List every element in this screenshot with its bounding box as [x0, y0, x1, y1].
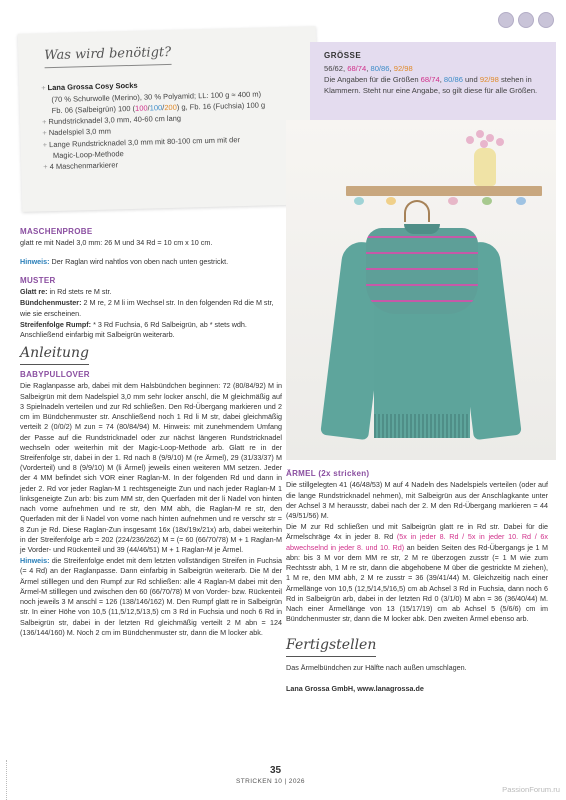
finishing-title: Fertigstellen — [286, 636, 376, 657]
pattern-label: Glatt re: — [20, 287, 48, 297]
pattern-text: 2 M re, 2 M li im Wechsel str. In den folgenden Rd die M str, wie sie erscheinen. — [20, 298, 274, 318]
requirements-card — [18, 26, 321, 212]
size-note-orange: 92/98 — [479, 74, 499, 84]
size-note-pink: 68/74 — [420, 74, 440, 84]
size-value-blue: 80/86 — [370, 63, 390, 73]
size-note-text: , — [439, 74, 444, 84]
yarn-amount-sep: / — [162, 103, 165, 113]
size-note-text: Die Angaben für die Größen — [324, 74, 421, 84]
instructions-subtitle: BABYPULLOVER — [20, 370, 90, 380]
size-title: GRÖSSE — [324, 51, 362, 60]
requirements-list — [41, 76, 303, 173]
size-note — [324, 74, 542, 96]
pattern-text: * 3 Rd Fuchsia, 6 Rd Salbeigrün, ab * stets wdh. Anschließend einfarbig mit Salbeigrün weiterarb. — [20, 319, 247, 340]
yarn-ball-icon — [518, 12, 534, 28]
yarn-name: Lana Grossa Cosy Socks — [47, 81, 138, 93]
size-note-text: und — [462, 74, 480, 84]
needle-text: Lange Rundstricknadel 3,0 mm mit 80-100 cm um mit der — [48, 134, 241, 149]
instructions-para: Die Raglanpasse arb, dabei mit dem Halsbündchen beginnen: 72 (80/84/92) M in Salbeigrün mit dem Nadelspiel 3,0 mm sehr locker anschl, die M gleichmäßig auf 3 Spielnadeln verteilen und zur Rd schließen. Den Rd-Übergang markieren und 2 cm im Bündchenmuster str. Anschließend noch 1 Rd li M str, dabei gleichmäßig verteilt 2 (0/0/2) M zun = 74 (80/84/94) M. Hinweis: mit zunehmendem Umfang der Passe auf die Rundstricknadel oder zur nächst längeren Rundstricknadel wechseln oder weiterhin mit der Magic-Loop-Methode arb. Glatt re in der Streifenfolge str, dabei in der 1. Rd nach 8 (9/9/10) M (re Ärmel), 29 (31/33/37) M (Vorderteil) und 8 (9/9/10) M (li Ärmel) jeweils einen weiteren MM setzen. Jeder der 4 MM befindet sich VOR einer Raglan-M. In der folgenden Rd und dann in jeder 2. Rd vor jeder Raglan-M 1 rechtsgeneigte Zun und nach jeder Raglan-M 1 linksgeneigte Zun arb: bis zum MM str, den Querfaden mit der li Nadel von hinten nach vorne aufnehmen und re str, den MM abh, die Raglan-M re str, den Querfaden mit der li Nadel von vorne nach hinten aufnehmen und re verschr str = 8 Zun je Rd. Diese Raglan-Zun insgesamt 16x (18x/19x/21x) arb, dabei weiterhin in der Streifenfolge arb = 202 (224/236/262) M = (= 60 (66/70/78) M + 1 Raglan-M je Vorder- und Rückenteil und 39 (44/46/51) M + 1 Raglan-M je Ärmel. — [20, 381, 282, 554]
yarn-amount-sep: / — [147, 103, 150, 113]
size-value-orange: 92/98 — [393, 63, 413, 73]
instructions-title: Anleitung — [20, 344, 89, 365]
yarn-amount-blue: 100 — [149, 103, 163, 113]
list-item — [41, 76, 302, 117]
size-sep: , — [366, 63, 371, 73]
peg-icon — [354, 197, 364, 205]
size-sep: , — [389, 63, 394, 73]
sweater-illustration — [326, 220, 516, 442]
sleeves-text-pink: (5x in jeder 8. Rd / 5x in jeder 10. Rd / 6x abwechselnd in jeder 8. und 10. Rd) — [286, 532, 549, 552]
yarn-ball-icon — [498, 12, 514, 28]
pattern-label: Streifenfolge Rumpf: — [20, 319, 92, 329]
yarn-composition: (70 % Schurwolle (Merino), 30 % Polyamid; LL: 100 g ≈ 400 m) — [51, 89, 262, 104]
sleeves-heading: ÄRMEL (2x stricken) — [286, 469, 370, 478]
yarn-icons — [498, 12, 554, 28]
pattern-line — [20, 298, 282, 318]
yarn-amount-orange: 200 — [164, 102, 177, 113]
page-number: 35 — [270, 765, 282, 776]
instructions-para — [20, 556, 282, 638]
size-value: 56/62, — [324, 63, 348, 73]
credit-text: Lana Grossa GmbH, www.lanagrossa.de — [286, 683, 424, 693]
hint-text: Der Raglan wird nahtlos von oben nach unten gestrickt. — [49, 256, 229, 266]
pattern-text: in Rd stets re M str. — [47, 287, 112, 297]
instructions-text: die Streifenfolge endet mit dem letzten vollständigen Streifen in Fuchsia (= 4 Rd) an der Raglanpasse. Dann einfarbig in Salbeigrün weiterarb. Die M der Ärmel stilllegen und den Rumpf zur Rd schließen: alle 4 Raglan-M dabei mit den Ärmel-M stilllegen und zwischen den 60 (66/70/78) M von Vorder- bzw. Rückenteil noch jeweils 3 M anschl = 126 (138/146/162) M. Den Rumpf glatt re in Salbeigrün str. In einer Höhe von 10,5 (11,5/12,5/13,5) cm 3 Rd in Fuchsia und noch 6 Rd in Salbeigrün str, dabei in der letzten Rd gleichmäßig verteilt 2 M abn = 124 (136/144/160) M. Noch 2 cm im Bündchenmuster str, dann die M locker abk. — [20, 556, 282, 637]
hanger-icon — [404, 200, 430, 222]
sleeves-text: an beiden Seiten des Rd-Übergangs je 1 M abn: bis 3 M vor dem MM re str, 2 M re überzogen zusstr (= 1 M wie zum Rechtsstr abh, 1 M re str, dann die abgehobene M über die gestrickte M ziehen), 1 M re, den MM abh, 2 M re zusstr = 36 (39/41/44) M. Gleichzeitig nach einer Ärmellänge von 10,5 (12,5/14,5/16,5) cm ab Achsel 3 Rd in Fuchsia, dann noch 6 Rd in Salbeigrün arb, dabei in der letzten Rd 0 (3/1/0) M abn = 36 (36/40/44) M. Nach einer Ärmellänge von 13 (15/17/19) cm ab Achsel 5 (5/6/6) cm im Bündchenmuster str, dann die M locker abk. Den zweiten Ärmel ebenso arb. — [286, 542, 548, 624]
sleeves-para: Die stillgelegten 41 (46/48/53) M auf 4 Nadeln des Nadelspiels verteilen (oder auf die lange Rundstricknadel nehmen), mit Salbeigrün aus der Anschlagkante unter der Achsel 3 M herausstr, dabei nach der 2. M den Rd-Übergang markieren = 44 (49/51/56) M. — [286, 480, 548, 521]
yarn-amount-text: ) g, Fb. 16 (Fuchsia) 100 g — [176, 100, 266, 112]
hint-label: Hinweis: — [20, 256, 50, 266]
finishing-text: Das Ärmelbündchen zur Hälfte nach außen umschlagen. — [286, 663, 467, 673]
list-item: + Nadelspiel 3,0 mm — [42, 121, 302, 139]
size-list — [324, 63, 542, 74]
yarn-amount-pink: 100 — [134, 103, 148, 113]
watermark: PassionForum.ru — [502, 785, 560, 795]
right-column — [286, 468, 548, 694]
gauge-text: glatt re mit Nadel 3,0 mm: 26 M und 34 Rd = 10 cm x 10 cm. — [20, 238, 213, 248]
left-column — [20, 218, 282, 638]
size-note-text: stehen in Klammern. Steht nur eine Angabe, so gilt diese für alle Größen. — [324, 74, 538, 95]
pattern-line — [20, 320, 282, 340]
sleeves-para — [286, 522, 548, 624]
list-item: + 4 Maschenmarkierer — [43, 155, 303, 173]
gauge-hint — [20, 257, 282, 267]
yarn-ball-icon — [538, 12, 554, 28]
shelf-illustration — [346, 186, 542, 196]
decorative-line — [6, 760, 46, 800]
vase-illustration — [474, 148, 496, 186]
pattern-label: Bündchenmuster: — [20, 298, 82, 308]
sweater-photo — [286, 120, 556, 460]
peg-icon — [448, 197, 458, 205]
issue-label: STRICKEN 10 | 2026 — [236, 778, 305, 785]
pattern-heading: MUSTER — [20, 275, 56, 285]
peg-icon — [386, 197, 396, 205]
peg-icon — [482, 197, 492, 205]
needle-text-cont: Magic-Loop-Methode — [52, 149, 124, 161]
peg-icon — [516, 197, 526, 205]
sleeves-text: Die M zur Rd schließen und mit Salbeigrün glatt re in Rd str. Dabei für die Ärmelschräge 4x in jeder 8. Rd — [286, 522, 548, 542]
hint-label: Hinweis: — [20, 556, 50, 566]
pattern-line — [20, 287, 282, 297]
yarn-amount-text: Fb. 06 (Salbeigrün) 100 ( — [51, 103, 136, 116]
size-value-pink: 68/74 — [347, 63, 367, 73]
gauge-heading: MASCHENPROBE — [20, 227, 93, 236]
size-note-blue: 80/86 — [443, 74, 463, 84]
list-item: + Rundstricknadel 3,0 mm, 40-60 cm lang — [42, 110, 302, 128]
size-box — [310, 42, 556, 132]
requirements-title: Was wird benötigt? — [44, 44, 171, 69]
